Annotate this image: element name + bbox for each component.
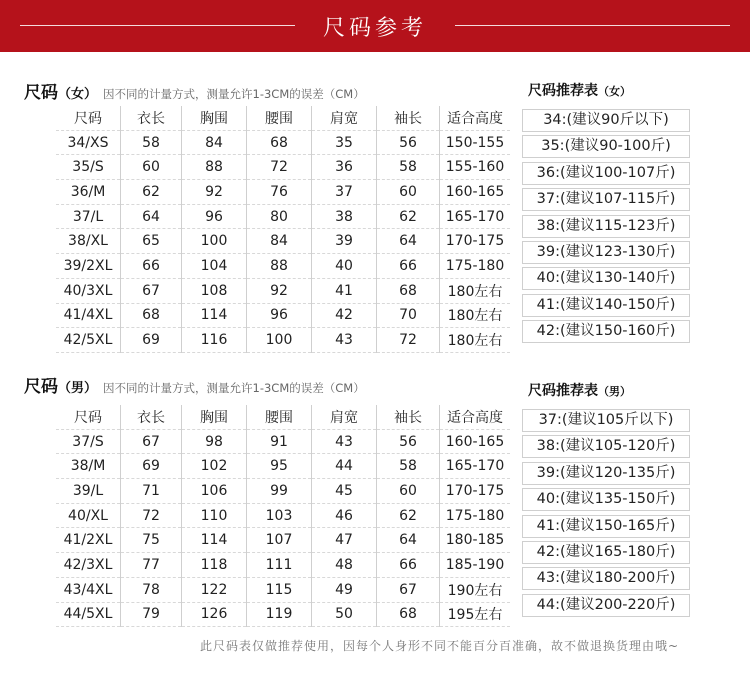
table-cell: 98 (182, 429, 247, 454)
table-cell: 64 (121, 204, 182, 229)
banner-title: 尺码参考 (322, 16, 427, 41)
table-cell: 96 (247, 303, 312, 328)
table-cell: 37/S (56, 429, 121, 454)
table-cell: 40 (312, 254, 377, 279)
table-cell: 69 (121, 454, 182, 479)
table-cell: 150-155 (440, 130, 511, 155)
table-cell: 185-190 (440, 553, 511, 578)
table-cell: 165-170 (440, 454, 511, 479)
table-row (56, 553, 510, 578)
table-cell: 62 (121, 180, 182, 205)
table-cell: 72 (247, 155, 312, 180)
table-row (56, 204, 510, 229)
men-rec-title: 尺码推荐表 (528, 383, 598, 399)
rec-item: 41:(建议150-165斤) (522, 515, 690, 538)
women-rec-heading (528, 80, 631, 100)
women-note: 因不同的计量方式，测量允许1-3CM的误差（CM） (103, 87, 365, 101)
table-cell: 42/5XL (56, 328, 121, 353)
table-cell: 102 (182, 454, 247, 479)
table-cell: 46 (312, 503, 377, 528)
table-cell: 99 (247, 479, 312, 504)
rec-item: 40:(建议130-140斤) (522, 267, 690, 290)
women-rec-list (522, 109, 690, 347)
table-cell: 195左右 (440, 602, 511, 627)
table-cell: 118 (182, 553, 247, 578)
banner-line-right (455, 25, 730, 26)
men-rec-gender: （男） (598, 385, 631, 398)
table-cell: 41/2XL (56, 528, 121, 553)
rec-item: 42:(建议150-160斤) (522, 320, 690, 343)
column-header: 适合高度 (440, 405, 511, 429)
table-cell: 39/L (56, 479, 121, 504)
table-cell: 65 (121, 229, 182, 254)
table-cell: 38/XL (56, 229, 121, 254)
rec-item: 36:(建议100-107斤) (522, 162, 690, 185)
women-rec-title: 尺码推荐表 (528, 83, 598, 99)
women-title: 尺码 (24, 83, 58, 103)
table-cell: 35/S (56, 155, 121, 180)
table-cell: 110 (182, 503, 247, 528)
rec-item: 38:(建议105-120斤) (522, 435, 690, 458)
table-cell: 119 (247, 602, 312, 627)
table-row (56, 602, 510, 627)
column-header: 肩宽 (312, 405, 377, 429)
column-header: 腰围 (247, 106, 312, 130)
table-cell: 72 (121, 503, 182, 528)
table-row (56, 180, 510, 205)
table-cell: 106 (182, 479, 247, 504)
table-header-row (56, 106, 510, 130)
table-cell: 104 (182, 254, 247, 279)
table-row (56, 130, 510, 155)
table-cell: 67 (121, 278, 182, 303)
men-section-heading (24, 372, 365, 397)
table-cell: 71 (121, 479, 182, 504)
table-cell: 122 (182, 577, 247, 602)
table-cell: 36 (312, 155, 377, 180)
column-header: 衣长 (121, 106, 182, 130)
column-header: 袖长 (377, 106, 440, 130)
table-cell: 180-185 (440, 528, 511, 553)
table-cell: 43/4XL (56, 577, 121, 602)
table-cell: 77 (121, 553, 182, 578)
men-note: 因不同的计量方式，测量允许1-3CM的误差（CM） (103, 381, 365, 395)
column-header: 胸围 (182, 405, 247, 429)
table-cell: 75 (121, 528, 182, 553)
column-header: 腰围 (247, 405, 312, 429)
table-cell: 41/4XL (56, 303, 121, 328)
table-cell: 35 (312, 130, 377, 155)
table-row (56, 429, 510, 454)
table-cell: 37 (312, 180, 377, 205)
table-cell: 79 (121, 602, 182, 627)
table-cell: 67 (377, 577, 440, 602)
table-cell: 80 (247, 204, 312, 229)
rec-item: 34:(建议90斤以下) (522, 109, 690, 132)
men-rec-list (522, 409, 690, 620)
men-title: 尺码 (24, 377, 58, 397)
table-cell: 60 (121, 155, 182, 180)
women-size-table (56, 106, 510, 353)
women-section-heading (24, 78, 365, 103)
table-cell: 175-180 (440, 254, 511, 279)
table-cell: 180左右 (440, 303, 511, 328)
rec-item: 41:(建议140-150斤) (522, 294, 690, 317)
table-cell: 62 (377, 503, 440, 528)
table-cell: 114 (182, 303, 247, 328)
table-cell: 66 (121, 254, 182, 279)
footer-disclaimer: 此尺码表仅做推荐使用，因每个人身形不同不能百分百准确，故不做退换货理由哦~ (200, 639, 680, 653)
table-cell: 95 (247, 454, 312, 479)
table-row (56, 155, 510, 180)
table-cell: 58 (377, 454, 440, 479)
table-cell: 107 (247, 528, 312, 553)
women-rec-gender: （女） (598, 85, 631, 98)
table-cell: 43 (312, 328, 377, 353)
table-cell: 58 (377, 155, 440, 180)
rec-item: 37:(建议107-115斤) (522, 188, 690, 211)
table-cell: 115 (247, 577, 312, 602)
table-row (56, 254, 510, 279)
table-cell: 68 (247, 130, 312, 155)
table-cell: 165-170 (440, 204, 511, 229)
column-header: 适合高度 (440, 106, 511, 130)
table-cell: 50 (312, 602, 377, 627)
table-row (56, 278, 510, 303)
table-cell: 180左右 (440, 278, 511, 303)
table-cell: 64 (377, 229, 440, 254)
table-cell: 126 (182, 602, 247, 627)
table-cell: 96 (182, 204, 247, 229)
table-cell: 47 (312, 528, 377, 553)
table-cell: 41 (312, 278, 377, 303)
table-cell: 38/M (56, 454, 121, 479)
table-cell: 68 (377, 602, 440, 627)
table-cell: 160-165 (440, 429, 511, 454)
table-cell: 103 (247, 503, 312, 528)
table-row (56, 528, 510, 553)
table-cell: 111 (247, 553, 312, 578)
women-gender: （女） (58, 87, 98, 102)
column-header: 袖长 (377, 405, 440, 429)
table-cell: 58 (121, 130, 182, 155)
table-cell: 190左右 (440, 577, 511, 602)
table-cell: 160-165 (440, 180, 511, 205)
rec-item: 37:(建议105斤以下) (522, 409, 690, 432)
table-cell: 67 (121, 429, 182, 454)
table-cell: 44 (312, 454, 377, 479)
rec-item: 44:(建议200-220斤) (522, 594, 690, 617)
table-cell: 170-175 (440, 479, 511, 504)
table-cell: 84 (247, 229, 312, 254)
table-cell: 114 (182, 528, 247, 553)
table-cell: 60 (377, 180, 440, 205)
table-cell: 39 (312, 229, 377, 254)
table-cell: 42 (312, 303, 377, 328)
rec-item: 39:(建议120-135斤) (522, 462, 690, 485)
table-cell: 116 (182, 328, 247, 353)
table-cell: 100 (247, 328, 312, 353)
table-header-row (56, 405, 510, 429)
table-cell: 34/XS (56, 130, 121, 155)
rec-item: 42:(建议165-180斤) (522, 541, 690, 564)
table-cell: 36/M (56, 180, 121, 205)
table-cell: 92 (182, 180, 247, 205)
rec-item: 38:(建议115-123斤) (522, 215, 690, 238)
table-cell: 62 (377, 204, 440, 229)
table-cell: 66 (377, 254, 440, 279)
table-cell: 64 (377, 528, 440, 553)
table-cell: 170-175 (440, 229, 511, 254)
table-cell: 155-160 (440, 155, 511, 180)
rec-item: 43:(建议180-200斤) (522, 567, 690, 590)
table-cell: 43 (312, 429, 377, 454)
table-cell: 69 (121, 328, 182, 353)
table-cell: 91 (247, 429, 312, 454)
rec-item: 40:(建议135-150斤) (522, 488, 690, 511)
column-header: 肩宽 (312, 106, 377, 130)
table-row (56, 328, 510, 353)
table-cell: 49 (312, 577, 377, 602)
table-cell: 78 (121, 577, 182, 602)
table-cell: 68 (377, 278, 440, 303)
table-row (56, 479, 510, 504)
table-cell: 40/3XL (56, 278, 121, 303)
table-cell: 56 (377, 429, 440, 454)
table-cell: 40/XL (56, 503, 121, 528)
table-cell: 88 (182, 155, 247, 180)
column-header: 尺码 (56, 106, 121, 130)
column-header: 胸围 (182, 106, 247, 130)
rec-item: 39:(建议123-130斤) (522, 241, 690, 264)
rec-item: 35:(建议90-100斤) (522, 135, 690, 158)
table-cell: 38 (312, 204, 377, 229)
header-banner (0, 0, 750, 52)
table-cell: 180左右 (440, 328, 511, 353)
table-cell: 84 (182, 130, 247, 155)
table-cell: 60 (377, 479, 440, 504)
table-cell: 66 (377, 553, 440, 578)
table-cell: 44/5XL (56, 602, 121, 627)
table-cell: 48 (312, 553, 377, 578)
table-row (56, 454, 510, 479)
table-cell: 72 (377, 328, 440, 353)
table-cell: 88 (247, 254, 312, 279)
table-cell: 56 (377, 130, 440, 155)
men-rec-heading (528, 380, 631, 400)
table-cell: 76 (247, 180, 312, 205)
table-row (56, 577, 510, 602)
table-cell: 175-180 (440, 503, 511, 528)
table-cell: 42/3XL (56, 553, 121, 578)
men-gender: （男） (58, 381, 98, 396)
table-cell: 92 (247, 278, 312, 303)
table-cell: 108 (182, 278, 247, 303)
table-cell: 68 (121, 303, 182, 328)
table-cell: 37/L (56, 204, 121, 229)
table-row (56, 229, 510, 254)
table-row (56, 503, 510, 528)
column-header: 尺码 (56, 405, 121, 429)
table-cell: 70 (377, 303, 440, 328)
table-row (56, 303, 510, 328)
table-cell: 39/2XL (56, 254, 121, 279)
men-size-table (56, 405, 510, 627)
table-cell: 100 (182, 229, 247, 254)
column-header: 衣长 (121, 405, 182, 429)
table-cell: 45 (312, 479, 377, 504)
